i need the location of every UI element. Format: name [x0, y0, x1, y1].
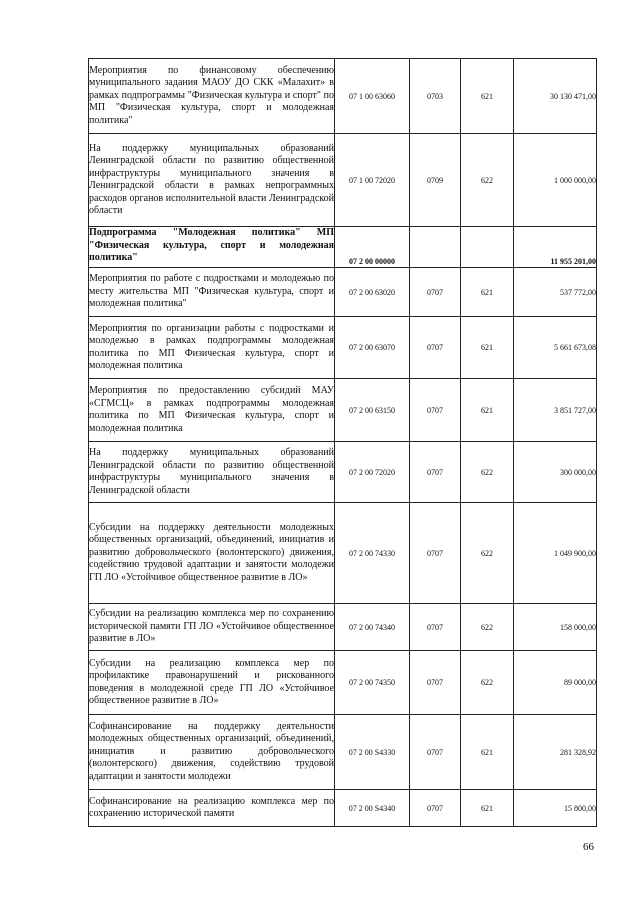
table-row	[89, 651, 597, 715]
target-article-code: 07 2 00 S4340	[335, 790, 410, 827]
target-article-code: 07 2 00 00000	[335, 227, 410, 268]
section-code: 0707	[410, 604, 461, 651]
table-row	[89, 442, 597, 503]
expense-type-code: 621	[461, 379, 514, 442]
row-description: Подпрограмма "Молодежная политика" МП "Физическая культура, спорт и молодежная политика"	[89, 227, 335, 268]
expense-type-code: 621	[461, 268, 514, 317]
target-article-code: 07 2 00 74340	[335, 604, 410, 651]
target-article-code: 07 2 00 63070	[335, 317, 410, 379]
expense-type-code: 621	[461, 715, 514, 790]
expense-type-code: 621	[461, 59, 514, 134]
target-article-code: 07 1 00 72020	[335, 134, 410, 227]
amount: 15 800,00	[514, 790, 597, 827]
table-row	[89, 317, 597, 379]
table-row-subprogram	[89, 227, 597, 268]
amount: 3 851 727,00	[514, 379, 597, 442]
expense-type-code: 622	[461, 442, 514, 503]
table-row	[89, 268, 597, 317]
amount: 300 000,00	[514, 442, 597, 503]
target-article-code: 07 2 00 63150	[335, 379, 410, 442]
amount: 537 772,00	[514, 268, 597, 317]
expense-type-code: 621	[461, 790, 514, 827]
expense-type-code: 622	[461, 604, 514, 651]
table-row	[89, 503, 597, 604]
row-description: Мероприятия по организации работы с подростками и молодежью в рамках подпрограммы молодежная политика по МП Физическая культура, спорт и молодежная политика	[89, 317, 335, 379]
target-article-code: 07 2 00 S4330	[335, 715, 410, 790]
row-description: Мероприятия по работе с подростками и молодежью по месту жительства МП "Физическая культура, спорт и молодежная политика"	[89, 268, 335, 317]
row-description: Субсидии на реализацию комплекса мер по профилактике правонарушений и рискованного поведения в молодежной среде ГП ЛО «Устойчивое общественное развитие в ЛО»	[89, 651, 335, 715]
row-description: Мероприятия по предоставлению субсидий МАУ «СГМСЦ» в рамках подпрограммы молодежная политика по МП Физическая культура, спорт и молодежная политика	[89, 379, 335, 442]
section-code: 0707	[410, 317, 461, 379]
row-description: Субсидии на поддержку деятельности молодежных общественных организаций, объединений, инициатив и развитию добровольческого (волонтерского) движения, содействию трудовой адаптации и занятости молодежи ГП ЛО «Устойчивое общественное развитие в ЛО»	[89, 503, 335, 604]
section-code: 0707	[410, 790, 461, 827]
table-row	[89, 59, 597, 134]
page-number: 66	[583, 841, 594, 853]
section-code: 0707	[410, 503, 461, 604]
section-code: 0707	[410, 651, 461, 715]
expense-type-code: 622	[461, 651, 514, 715]
expense-type-code: 621	[461, 317, 514, 379]
section-code	[410, 227, 461, 268]
row-description: Софинансирование на поддержку деятельности молодежных общественных организаций, объединений, инициатив и развитию добровольческого (волонтерского) движения, содействию трудовой адаптации и занятости молодежи	[89, 715, 335, 790]
target-article-code: 07 2 00 72020	[335, 442, 410, 503]
expense-type-code: 622	[461, 134, 514, 227]
table-row	[89, 790, 597, 827]
expense-type-code: 622	[461, 503, 514, 604]
amount: 5 661 673,08	[514, 317, 597, 379]
section-code: 0707	[410, 715, 461, 790]
target-article-code: 07 2 00 63020	[335, 268, 410, 317]
table-row	[89, 715, 597, 790]
target-article-code: 07 2 00 74350	[335, 651, 410, 715]
target-article-code: 07 2 00 74330	[335, 503, 410, 604]
budget-table	[88, 58, 597, 827]
row-description: Субсидии на реализацию комплекса мер по сохранению исторической памяти ГП ЛО «Устойчивое общественное развитие в ЛО»	[89, 604, 335, 651]
section-code: 0707	[410, 268, 461, 317]
table-row	[89, 134, 597, 227]
row-description: На поддержку муниципальных образований Ленинградской области по развитию общественной инфраструктуры муниципального значения в Ленинградской области в рамках непрограммных расходов органов исполнительной власти Ленинградской области	[89, 134, 335, 227]
row-description: Софинансирование на реализацию комплекса мер по сохранению исторической памяти	[89, 790, 335, 827]
row-description: На поддержку муниципальных образований Ленинградской области по развитию общественной инфраструктуры муниципального значения в Ленинградской области	[89, 442, 335, 503]
row-description: Мероприятия по финансовому обеспечению муниципального задания МАОУ ДО СКК «Малахит» в рамках подпрограммы "Физическая культура и спорт" по МП "Физическая культура, спорт и молодежная политика"	[89, 59, 335, 134]
amount: 1 049 900,00	[514, 503, 597, 604]
amount: 158 000,00	[514, 604, 597, 651]
section-code: 0707	[410, 379, 461, 442]
section-code: 0709	[410, 134, 461, 227]
section-code: 0703	[410, 59, 461, 134]
table-row	[89, 604, 597, 651]
expense-type-code	[461, 227, 514, 268]
amount: 30 130 471,00	[514, 59, 597, 134]
amount: 281 328,92	[514, 715, 597, 790]
amount: 89 000,00	[514, 651, 597, 715]
target-article-code: 07 1 00 63060	[335, 59, 410, 134]
amount: 11 955 201,00	[514, 227, 597, 268]
table-row	[89, 379, 597, 442]
amount: 1 000 000,00	[514, 134, 597, 227]
section-code: 0707	[410, 442, 461, 503]
